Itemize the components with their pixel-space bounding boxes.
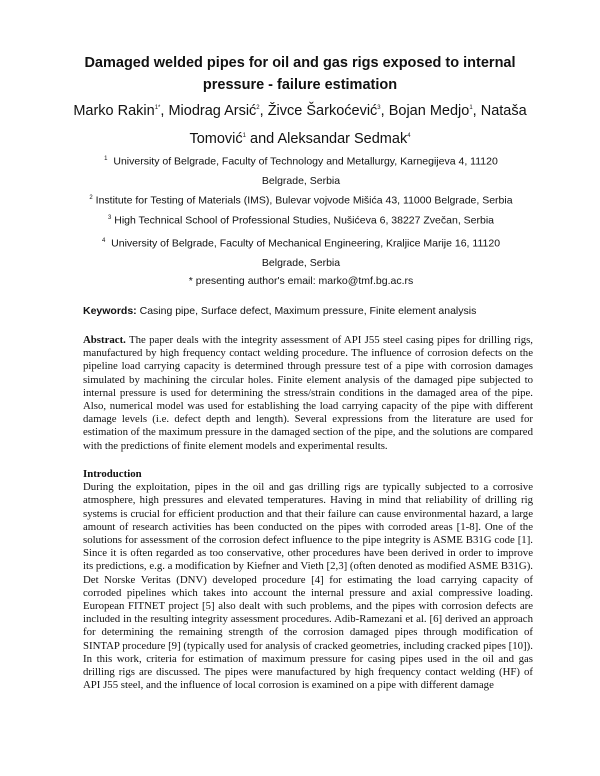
affiliation-text: University of Belgrade, Faculty of Mechanical Engineering, Kraljice Marije 16, 11120 Belgrade, Serbia xyxy=(111,237,501,269)
author-name: Živce Šarkoćević xyxy=(267,102,378,119)
affiliation-text: University of Belgrade, Faculty of Technology and Metallurgy, Karnegijeva 4, 11120 Belgrade, Serbia xyxy=(113,155,498,187)
affiliation-text: High Technical School of Professional Studies, Nušićeva 6, 38227 Zvečan, Serbia xyxy=(114,214,495,227)
author-name: Aleksandar Sedmak xyxy=(277,130,408,147)
author-email-note: * presenting author's email: marko@tmf.bg.ac.rs xyxy=(188,275,414,287)
affiliation xyxy=(86,189,516,211)
affiliation-sup: 4 xyxy=(101,238,106,244)
author-name: Nataša Tomović xyxy=(189,102,527,147)
keywords-text: Casing pipe, Surface defect, Maximum pressure, Finite element analysis xyxy=(139,305,477,317)
author-sup: 1* xyxy=(154,105,161,111)
author-sup: 1 xyxy=(242,132,246,139)
section-heading: Introduction xyxy=(83,468,142,480)
author-list: Marko Rakin$^{1*}$, Miodrag Arsić$^2$, Živce Šarkoćević$^3$, Bojan Medjo$^1$, Nataša Tomović$^1$ and Aleksandar Sedmak$^4$ xyxy=(73,102,527,147)
keywords xyxy=(83,305,533,317)
affiliation xyxy=(86,209,516,231)
author-sup: 3 xyxy=(377,105,381,111)
abstract xyxy=(83,334,533,453)
affiliation-text: Institute for Testing of Materials (IMS), Bulevar vojvode Mišića 43, 11000 Belgrade, Serbia xyxy=(95,194,513,207)
abstract-text: The paper deals with the integrity assessment of API J55 steel casing pipes for drilling rigs, manufactured by high frequency contact welding procedure. The influence of corrosion defects on the pipeline load carrying capacity is determined through pressure test of a pipe with corrosion damages simulated by machining the circular holes. Finite element analysis of the damaged pipe subjected to internal pressure is used for determining the stress/strain conditions in the damaged area of the pipe. Also, numerical model was used for establishing the load carrying capacity of the pipe with different damage levels (i.e. defect depth and length). Several expressions from the literature are used for estimation of the maximum pressure in the damaged section of the pipe, and the solutions are compared with the predictions of finite element models and experimental results. xyxy=(83,334,533,452)
introduction-section xyxy=(83,468,533,692)
affiliation xyxy=(86,232,516,273)
abstract-label: Abstract. xyxy=(83,334,126,346)
author-name: Marko Rakin xyxy=(73,102,155,119)
paragraph: During the exploitation, pipes in the oil and gas drilling rigs are typically subjected to a corrosive atmosphere, high pressures and elevated temperatures. Having in mind that reliability of drilling rig systems is crucial for efficient production and that their failure can cause environmental hazard, a large amount of research activities has been conducted on the pipes with corroded areas [1-8]. One of the solutions for assessment of the corrosion defect influence to the pipe integrity is ASME B31G code [1]. Since it is often regarded as too conservative, other procedures have been derived in order to improve its predictions, e.g. a modification by Kiefner and Vieth [2,3] (often denoted as modified ASME B31G). Det Norske Veritas (DNV) developed procedure [4] for estimating the load carrying capacity of corroded pipelines which takes into account the internal pressure and axial compressive loading. European FITNET project [5] also dealt with such problems, and the pipes with corrosion defects are included in the resulting integrity assessment procedures. Adib-Ramezani et al. [6] derived an approach for determining the remaining strength of the corrosion damaged pipes through modification of SINTAP procedure [9] (typically used for analysis of cracked geometries, including cracked pipes [10]). xyxy=(83,481,533,652)
affiliation xyxy=(86,150,516,191)
affiliation-sup: 3 xyxy=(107,215,112,221)
affiliation-sup: 2 xyxy=(89,195,93,201)
author-name: Bojan Medjo xyxy=(388,102,470,119)
paper-title: Damaged welded pipes for oil and gas rigs exposed to internal pressure - failure estimation xyxy=(84,55,516,93)
author-sup: 1 xyxy=(469,105,473,111)
author-sup: 2 xyxy=(256,105,260,111)
keywords-label: Keywords: xyxy=(83,305,137,317)
author-name: Miodrag Arsić xyxy=(168,102,257,119)
affiliation-sup: 1 xyxy=(104,156,108,162)
author-sup: 4 xyxy=(407,132,411,139)
paragraph: In this work, criteria for estimation of maximum pressure for casing pipes used in the oil and gas drilling rigs are discussed. The pipes were manufactured by high frequency contact welding (HF) of API J55 steel, and the influence of local corrosion is examined on a pipe with different damage xyxy=(83,652,533,692)
